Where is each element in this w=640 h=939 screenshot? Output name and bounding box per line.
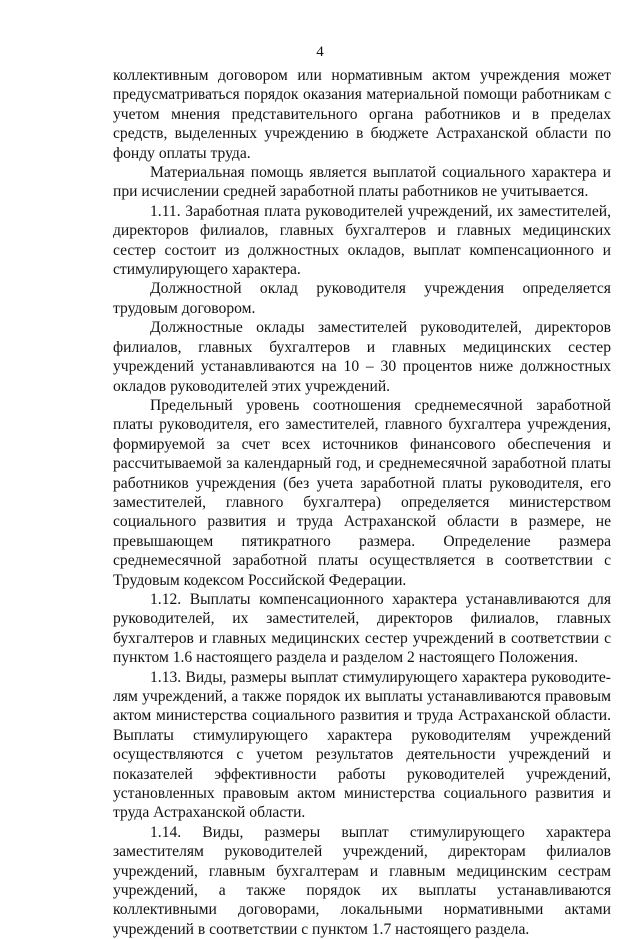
document-body [113, 66, 611, 939]
paragraph-1-11-salary-structure: 1.11. Заработная плата руководителей учреждений, их заместителей, директоров филиалов, главных бухгалтеров и главных медицинских сестер состоит из должностных окладов, выплат компенсационного и стимулирующего характера. [113, 202, 611, 279]
paragraph-salary-ratio-limit: Предельный уровень соотношения среднемесячной заработной платы руководителя, его заместителей, главного бухгалтера учреждения, формируемой за счет всех источников финансового обеспечения и рассчитываемой за календарный год, и среднемесячной заработной платы работников учреждения (без учета заработной платы руководителя, его заместителей, главного бухгалтера) определяется министерством социального развития и труда Астраханской области в размере, не превышающем пятикратного размера. Определение размера среднемесячной заработной платы осуществляется в соответствии с Трудовым кодексом Российской Федерации. [113, 396, 611, 589]
paragraph-material-aid-nature: Материальная помощь является выплатой социального характера и при исчислении средней заработной платы работников не учитывается. [113, 164, 611, 201]
paragraph-head-salary: Должностной оклад руководителя учреждения определяется трудовым договором. [113, 280, 611, 317]
paragraph-1-14-incentive-payments-deputies: 1.14. Виды, размеры выплат стимулирующего характера заместителям руководителей учреждений, директорам филиалов учреждений, главным бухгалтерам и главным медицинским сестрам учреждений, а также порядок их выплаты устанавливаются коллективными договорами, локальными нормативными актами учреждений в соответствии с пунктом 1.7 настоящего раздела. [113, 823, 611, 938]
paragraph-1-13-incentive-payments-heads: 1.13. Виды, размеры выплат стимулирующего характера руководителям учреждений, а также порядок их выплаты устанавливаются правовым актом министерства социального развития и труда Астраханской области. Выплаты стимулирующего характера руководителям учреждений осуществляются с учетом результатов деятельности учреждений и показателей эффективности работы руководителей учреждений, установленных правовым актом министерства социального развития и труда Астраханской области. [113, 668, 611, 822]
page-number: 4 [316, 44, 324, 60]
paragraph-1-12-compensation-payments: 1.12. Выплаты компенсационного характера устанавливаются для руководителей, их заместителей, директоров филиалов, главных бухгалтеров и главных медицинских сестер учреждений в соответствии с пунктом 1.6 настоящего раздела и разделом 2 настоящего Положения. [113, 590, 611, 667]
paragraph-material-aid-procedure: коллективным договором или нормативным актом учреждения может предусматриваться порядок оказания материальной помощи работникам с учетом мнения представительного органа работников и в пределах средств, выделенных учреждению в бюджете Астраханской области по фонду оплаты труда. [113, 67, 611, 162]
paragraph-deputy-salaries: Должностные оклады заместителей руководителей, директоров филиалов, главных бухгалтеров и главных медицинских сестер учреждений устанавливаются на 10 – 30 процентов ниже должностных окладов руководителей этих учреждений. [113, 319, 611, 395]
